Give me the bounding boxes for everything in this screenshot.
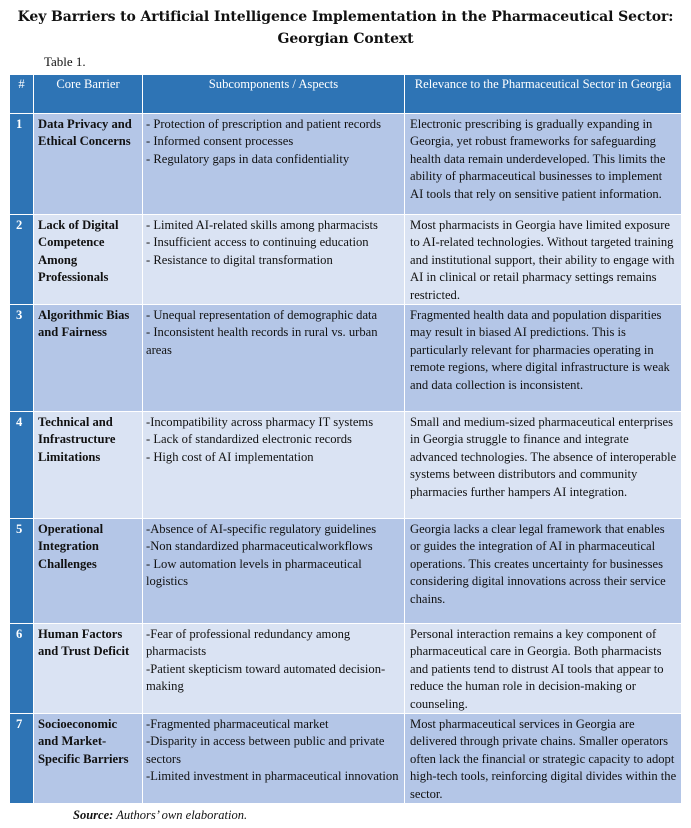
table-row xyxy=(10,412,682,519)
document-title xyxy=(0,6,691,50)
subcomponent-item: -Fragmented pharmaceutical market xyxy=(146,717,329,732)
header-relevance: Relevance to the Pharmaceutical Sector in Georgia xyxy=(405,75,682,114)
subcomponent-item: -Fear of professional redundancy among pharmacists xyxy=(146,627,351,659)
row-number: 4 xyxy=(10,412,34,519)
relevance-cell: Fragmented health data and population disparities may result in biased AI predictions. This is particularly relevant for pharmacies operating in remote regions, where digital infrastructure is weak and data collection is inconsistent. xyxy=(405,305,682,412)
source-note xyxy=(73,808,247,823)
core-barrier-cell: Operational Integration Challenges xyxy=(34,519,143,624)
subcomponent-item: -Limited investment in pharmaceutical innovation xyxy=(146,769,399,784)
core-barrier-cell: Lack of Digital Competence Among Professionals xyxy=(34,215,143,305)
table-row xyxy=(10,215,682,305)
row-number: 3 xyxy=(10,305,34,412)
subcomponent-item: - Informed consent processes xyxy=(146,134,294,149)
row-number: 1 xyxy=(10,114,34,215)
core-barrier-cell: Algorithmic Bias and Fairness xyxy=(34,305,143,412)
subcomponent-item: -Incompatibility across pharmacy IT systems xyxy=(146,415,374,430)
subcomponent-item: -Non standardized pharmaceuticalworkflows xyxy=(146,539,373,554)
core-barrier-cell: Socioeconomic and Market-Specific Barriers xyxy=(34,714,143,804)
table-row xyxy=(10,624,682,714)
table-header-row xyxy=(10,75,682,114)
subcomponent-item: - Unequal representation of demographic data xyxy=(146,308,378,323)
relevance-cell: Most pharmacists in Georgia have limited exposure to AI-related technologies. Without targeted training and institutional support, their ability to engage with AI in clinical or retail pharmacy settings remains restricted. xyxy=(405,215,682,305)
relevance-cell: Georgia lacks a clear legal framework that enables or guides the integration of AI in pharmaceutical operations. This creates uncertainty for businesses considering digital innovations across their service chains. xyxy=(405,519,682,624)
core-barrier-cell: Technical and Infrastructure Limitations xyxy=(34,412,143,519)
title-line-2: Georgian Context xyxy=(277,31,414,47)
core-barrier-cell: Data Privacy and Ethical Concerns xyxy=(34,114,143,215)
barriers-table xyxy=(9,74,682,804)
subcomponent-item: - Resistance to digital transformation xyxy=(146,252,333,267)
source-label: Source: xyxy=(73,808,114,822)
row-number: 5 xyxy=(10,519,34,624)
subcomponents-cell xyxy=(143,412,405,519)
subcomponent-item: -Disparity in access between public and private sectors xyxy=(146,734,385,766)
header-subcomponents: Subcomponents / Aspects xyxy=(143,75,405,114)
subcomponents-cell xyxy=(143,519,405,624)
subcomponents-cell xyxy=(143,305,405,412)
subcomponent-item: - Lack of standardized electronic records xyxy=(146,432,352,447)
subcomponent-item: - High cost of AI implementation xyxy=(146,449,314,464)
row-number: 6 xyxy=(10,624,34,714)
subcomponent-item: - Limited AI-related skills among pharmacists xyxy=(146,218,378,232)
subcomponent-item: - Protection of prescription and patient records xyxy=(146,117,382,131)
subcomponents-cell xyxy=(143,714,405,804)
row-number: 2 xyxy=(10,215,34,305)
subcomponent-item: - Regulatory gaps in data confidentiality xyxy=(146,151,350,166)
subcomponent-item: - Insufficient access to continuing education xyxy=(146,235,369,250)
subcomponent-item: -Absence of AI-specific regulatory guidelines xyxy=(146,522,377,537)
subcomponent-item: -Patient skepticism toward automated decision-making xyxy=(146,661,386,694)
subcomponents-cell xyxy=(143,624,405,714)
subcomponents-cell xyxy=(143,114,405,215)
table-row xyxy=(10,305,682,412)
header-num: # xyxy=(10,75,34,114)
subcomponent-item: - Low automation levels in pharmaceutical logistics xyxy=(146,556,362,589)
subcomponent-item: - Inconsistent health records in rural vs. urban areas xyxy=(146,325,378,357)
header-core-barrier: Core Barrier xyxy=(34,75,143,114)
title-line-1: Key Barriers to Artificial Intelligence Implementation in the Pharmaceutical Sector: xyxy=(17,9,674,25)
relevance-cell: Most pharmaceutical services in Georgia are delivered through private chains. Smaller operators often lack the financial or strategic capacity to adopt high-tech tools, reinforcing digital divides within the sector. xyxy=(405,714,682,804)
core-barrier-cell: Human Factors and Trust Deficit xyxy=(34,624,143,714)
relevance-cell: Electronic prescribing is gradually expanding in Georgia, yet robust frameworks for safeguarding health data remain underdeveloped. This limits the ability of pharmaceutical businesses to implement AI tools that rely on sensitive patient information. xyxy=(405,114,682,215)
relevance-cell: Small and medium-sized pharmaceutical enterprises in Georgia struggle to finance and integrate advanced technologies. The absence of interoperable systems between distributors and community pharmacies further hampers AI integration. xyxy=(405,412,682,519)
row-number: 7 xyxy=(10,714,34,804)
source-text: Authors’ own elaboration. xyxy=(116,808,248,822)
table-label: Table 1. xyxy=(44,54,86,69)
table-row xyxy=(10,114,682,215)
subcomponents-cell xyxy=(143,215,405,305)
table-row xyxy=(10,714,682,804)
relevance-cell: Personal interaction remains a key component of pharmaceutical care in Georgia. Both pharmacists and patients tend to distrust AI tools that appear to reduce the human role in decision-making or counseling. xyxy=(405,624,682,714)
table-row xyxy=(10,519,682,624)
